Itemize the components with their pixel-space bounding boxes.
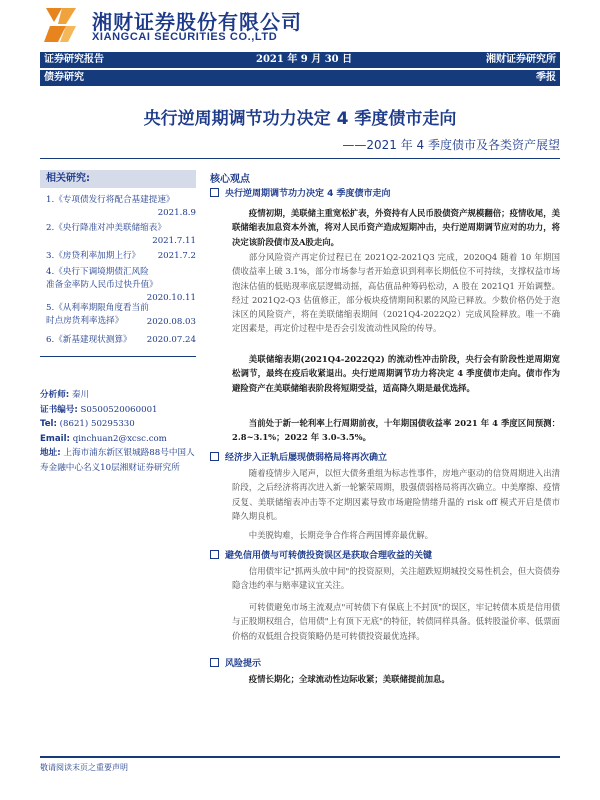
paragraph: 疫情初期，美联储主重宽松扩表，外资持有人民币股债资产规模翻倍；疫情收尾，美联储缩表加息资本外流，将对人民币资产造成短期冲击，央行逆周期调节应对的功力，将决定该阶段债市及A股走向。 xyxy=(232,208,560,247)
paragraph: 信用债牢记"抓两头放中间"的投资原则，关注超跌短期城投交易性机会，但大资债券隐含违约率与赔率建议宜关注。 xyxy=(232,566,560,591)
analyst-name: 秦川 xyxy=(71,390,90,400)
related-item[interactable]: 4.《央行下调境期债汇风险准备金率防人民币过快升值》 2020.10.11 xyxy=(46,267,196,303)
company-name-cn: 湘财证券股份有限公司 xyxy=(92,10,302,34)
footer-divider xyxy=(40,756,560,758)
page-subtitle: ——2021 年 4 季度债市及各类资产展望 xyxy=(342,138,560,152)
company-logo xyxy=(40,4,82,46)
institute-name: 湘财证券研究所 xyxy=(486,54,556,65)
checkbox-bullet-icon xyxy=(210,658,219,667)
tel-label: Tel: xyxy=(40,419,57,429)
section-heading: 风险提示 xyxy=(210,656,261,669)
analyst-name-label: 分析师: xyxy=(40,390,70,400)
report-category: 债券研究 xyxy=(44,72,84,83)
paragraph: 部分风险资产再定价过程已在 2021Q2-2021Q3 完成，2020Q4 随着 10 年期国债收益率上破 3.1%，部分市场参与者开始意识到利率长期低位不可持续，支撑权益市场泡沫估值的低贴现率底层逻辑动摇，高估值品种筹码松动，A 股在 2021Q1 开始调整。经过 2021Q2-Q3 估值修正，部分板块疫情期间积累的风险已释放。少数价格仍处于泡沫区的风险资产，将在美联储缩表期间（2021Q4-2022Q2）完成风险释放。唯一不确定因素是，再定价过程中是否会引发流动性风险的传导。 xyxy=(232,252,560,334)
company-name-en: XIANGCAI SECURITIES CO.,LTD xyxy=(92,31,278,43)
report-date: 2021 年 9 月 30 日 xyxy=(256,54,353,65)
paragraph: 美联储缩表期(2021Q4-2022Q2) 的流动性冲击阶段，央行会有阶段性逆周期宽松调节，最终在疫后收紧退出。央行逆周期调节功力将决定 4 季度债市走向。债市作为避险资产在美联储缩表阶段将短期受益，适高降久期是最优选择。 xyxy=(232,354,560,393)
section-heading: 避免信用债与可转债投资误区是获取合理收益的关键 xyxy=(210,548,432,561)
addr-label: 地址: xyxy=(40,448,61,458)
related-item[interactable]: 5.《从利率期限角度看当前时点房货利率选择》 2020.08.03 xyxy=(46,303,196,327)
header-bar-top xyxy=(40,52,560,68)
tel-number: (8621) 50295330 xyxy=(59,419,135,429)
checkbox-bullet-icon xyxy=(210,188,219,197)
disclaimer-note[interactable]: 敬请阅读末页之重要声明 xyxy=(40,763,128,772)
section-heading: 经济步入正轨后屡现债弱格局将再次确立 xyxy=(210,450,387,463)
page-title: 央行逆周期调节功力决定 4 季度债市走向 xyxy=(143,109,457,129)
checkbox-bullet-icon xyxy=(210,550,219,559)
related-item[interactable]: 2.《央行降准对冲美联储缩表》 2021.7.11 xyxy=(46,223,196,246)
paragraph: 疫情长期化；全球流动性边际收紧；美联储提前加息。 xyxy=(248,674,450,684)
related-research-list xyxy=(40,170,196,322)
checkbox-bullet-icon xyxy=(210,452,219,461)
cert-number: S0500520060001 xyxy=(80,404,158,415)
header-bar-bottom xyxy=(40,70,560,86)
related-item[interactable]: 1.《专项债发行将配合基建提速》 2021.8.9 xyxy=(46,195,196,218)
report-period: 季报 xyxy=(536,72,556,83)
paragraph: 可转债避免市场主流观点"可转债下有保底上不封顶"的误区，牢记转债本质是信用债与正股期权组合，信用债"上有顶下无底"的特征，转债同样具备。低转股溢价率、低票面价格的双低组合投资策略仍是可转债投资最优选择。 xyxy=(232,602,560,641)
email-address[interactable]: qinchuan2@xcsc.com xyxy=(72,433,167,444)
core-views-heading: 核心观点 xyxy=(210,174,250,185)
cert-label: 证书编号: xyxy=(40,404,78,415)
report-type: 证券研究报告 xyxy=(44,54,104,65)
title-divider xyxy=(40,158,560,159)
related-item[interactable]: 3.《房贷利率加期上行》 2021.7.2 xyxy=(46,251,196,261)
sidebar-divider xyxy=(40,356,196,357)
section-heading: 央行逆周期调节功力决定 4 季度债市走向 xyxy=(210,186,391,199)
paragraph: 中美脱钩难，长期竞争合作将合两国博弈最优解。 xyxy=(248,530,434,540)
paragraph: 当前处于新一轮利率上行周期前夜，十年期国债收益率 2021 年 4 季度区间预测：2.8~3.1%；2022 年 3.0-3.5%。 xyxy=(232,418,560,443)
related-item[interactable]: 6.《新基建现状测算》 2020.07.24 xyxy=(46,335,196,345)
email-label: Email: xyxy=(40,433,70,444)
paragraph: 随着疫情步入尾声，以恒大债务重组为标志性事件，房地产驱动的信贷周期进入出清阶段，之后经济将再次进入新一轮繁荣周期，股强债弱格局将再次确立。中美摩擦、疫情反复、美联储缩表冲击等不定期因素导致市场避险情绪升温的 risk off 模式开启是债市降久期良机。 xyxy=(232,468,560,521)
address: 上海市浦东新区银城路88号中国人寿金融中心名义10层湘财证券研究所 xyxy=(40,448,195,473)
analyst-info xyxy=(40,388,200,475)
related-research-heading: 相关研究: xyxy=(40,170,196,188)
